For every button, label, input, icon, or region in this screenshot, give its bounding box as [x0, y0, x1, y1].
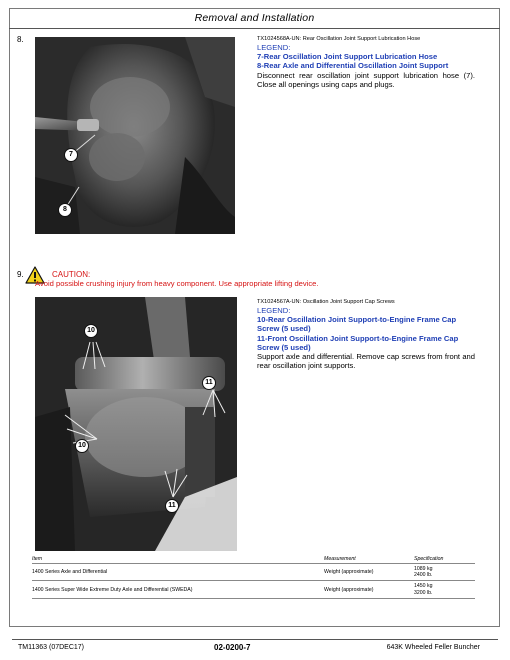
legend-item: 10-Rear Oscillation Joint Support-to-Engine Frame Cap Screw (5 used) [257, 315, 457, 334]
spec-value-metric: 1089 kg [414, 566, 433, 572]
footer-divider [12, 639, 498, 640]
step-9-caption [257, 298, 475, 370]
legend-item: 7-Rear Oscillation Joint Support Lubrication Hose [257, 52, 438, 62]
callout-8: 8 [58, 203, 72, 217]
step-number-8: 8. [17, 35, 24, 44]
spec-value-metric: 1450 kg [414, 583, 433, 590]
caution-label: CAUTION: [52, 270, 91, 279]
footer-page-number: 02-0200-7 [214, 643, 251, 652]
footer-model: 643K Wheeled Feller Buncher [386, 644, 480, 651]
column-header-specification: Specification [414, 555, 475, 564]
figure-id: TX1024568A-UN: Rear Oscillation Joint Support Lubrication Hose [257, 36, 421, 42]
page-title: Removal and Installation [194, 12, 315, 24]
table-cell-measurement: Weight (approximate) [324, 564, 414, 581]
callout-11-right: 11 [202, 376, 216, 390]
spec-value-imperial: 3200 lb. [414, 589, 433, 596]
table-row [32, 564, 475, 581]
caution-text: Avoid possible crushing injury from heavy component. Use appropriate lifting device. [35, 279, 319, 288]
spec-value-imperial: 2400 lb. [414, 572, 433, 579]
figure-id: TX1024567A-UN: Oscillation Joint Support Cap Screws [257, 299, 395, 305]
callout-7: 7 [64, 148, 78, 162]
legend-title: LEGEND: [257, 43, 291, 52]
step-instruction: Support axle and differential. Remove cap screws from front and rear oscillation joint supports. [257, 352, 475, 371]
column-header-item: Item [32, 555, 324, 564]
footer-doc-id: TM11363 (07DEC17) [18, 644, 85, 651]
step-8-caption [257, 35, 475, 89]
callout-11-bottom: 11 [165, 499, 179, 513]
column-header-measurement: Measurement [324, 555, 414, 564]
spec-table [32, 555, 475, 599]
legend-title: LEGEND: [257, 306, 291, 315]
table-cell-item: 1400 Series Axle and Differential [32, 564, 324, 581]
photo-oscillation-cap-screws [35, 297, 237, 551]
spec-table-header-row [32, 555, 475, 564]
step-instruction: Disconnect rear oscillation joint support lubrication hose (7). Close all openings using caps and plugs. [257, 70, 475, 89]
legend-item: 11-Front Oscillation Joint Support-to-Engine Frame Cap Screw (5 used) [257, 333, 459, 352]
page-header [9, 8, 500, 30]
step-number-9: 9. [17, 270, 24, 279]
photo-lubrication-hose [35, 37, 235, 234]
table-cell-measurement: Weight (approximate) [324, 581, 414, 598]
table-cell-specification [414, 564, 475, 581]
callout-10-bottom: 10 [75, 439, 89, 453]
table-row [32, 581, 475, 598]
table-cell-specification [414, 581, 475, 598]
photo-oscillation-cap-screws-image [35, 297, 237, 551]
header-divider [9, 28, 500, 29]
callout-10-top: 10 [84, 324, 98, 338]
table-cell-item: 1400 Series Super Wide Extreme Duty Axle and Differential (SWEDA) [32, 581, 324, 598]
legend-item: 8-Rear Axle and Differential Oscillation Joint Support [257, 61, 449, 71]
